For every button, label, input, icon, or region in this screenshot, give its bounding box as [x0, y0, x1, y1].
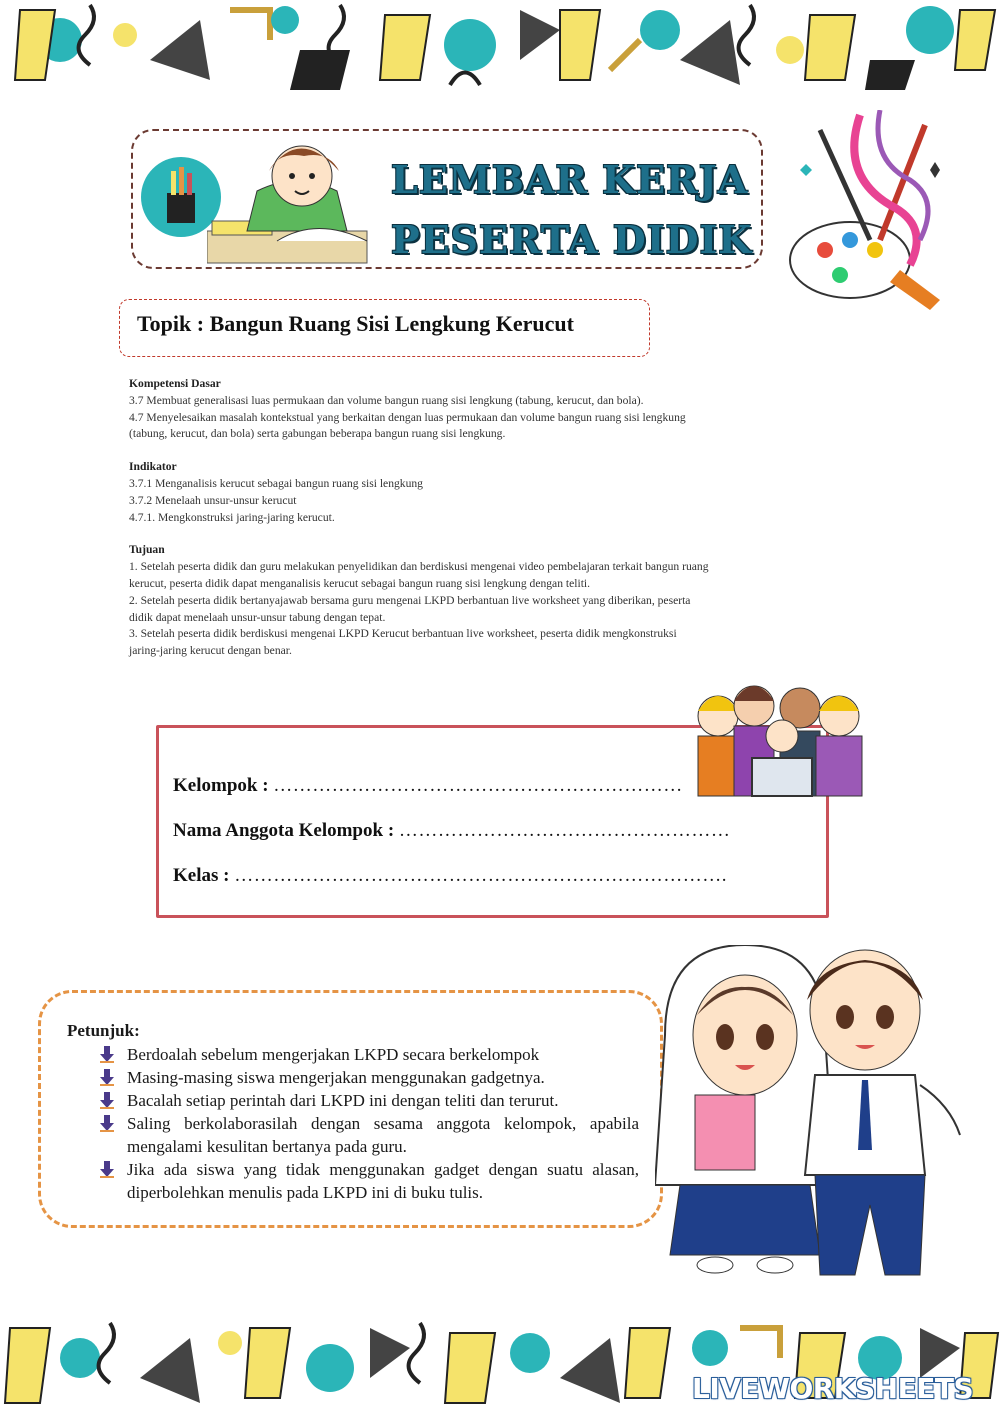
two-students-illustration: [655, 945, 965, 1285]
list-item: Berdoalah sebelum mengerjakan LKPD secara berkelompok: [99, 1043, 639, 1066]
kelas-field[interactable]: [173, 865, 727, 887]
anggota-dots: ……………………………………………: [398, 820, 731, 841]
tujuan-item: 3. Setelah peserta didik berdiskusi mengenai LKPD Kerucut berbantuan live worksheet, peserta didik mengkonstruksi jaring-jaring kerucut dengan benar.: [129, 627, 677, 658]
kelas-label: Kelas :: [173, 865, 230, 886]
learning-objectives: [129, 376, 709, 660]
indikator-item: 3.7.1 Menganalisis kerucut sebagai bangun ruang sisi lengkung: [129, 476, 423, 490]
anggota-label: Nama Anggota Kelompok :: [173, 820, 395, 841]
indikator-heading: Indikator: [129, 460, 177, 474]
tujuan-item: 1. Setelah peserta didik dan guru melakukan penyelidikan dan berdiskusi mengenai video pembelajaran terkait bangun ruang kerucut, peserta didik dapat menganalisis kerucut sebagai bangun ruang sisi lengkung dengan teliti.: [129, 560, 709, 590]
instructions-box: [38, 990, 663, 1228]
liveworksheets-watermark: LIVEWORKSHEETS: [692, 1372, 974, 1405]
title-banner: [131, 129, 763, 269]
kelompok-dots: ………………………………………………………: [273, 775, 683, 796]
tujuan-heading: Tujuan: [129, 543, 165, 557]
petunjuk-list: [99, 1043, 639, 1204]
kompetensi-item: 4.7 Menyelesaikan masalah kontekstual yang berkaitan dengan luas permukaan dan volume bangun ruang sisi lengkung (tabung, kerucut, dan bola) serta gabungan beberapa bangun ruang sisi lengkung.: [129, 410, 686, 441]
title-line-1: LEMBAR KERJA: [391, 157, 749, 202]
kompetensi-heading: Kompetensi Dasar: [129, 377, 221, 390]
arrow-down-icon: [99, 1046, 115, 1063]
tujuan-item: 2. Setelah peserta didik bertanyajawab bersama guru mengenai LKPD berbantuan live worksheet yang diberikan, peserta didik dapat menelaah unsur-unsur tabung dengan tepat.: [129, 593, 691, 624]
memphis-pattern-top: [0, 0, 1000, 92]
petunjuk-heading: Petunjuk:: [67, 1021, 140, 1040]
arrow-down-icon: [99, 1092, 115, 1109]
anggota-field[interactable]: [173, 820, 730, 842]
topic-label: Topik : Bangun Ruang Sisi Lengkung Kerucut: [137, 311, 574, 336]
arrow-down-icon: [99, 1115, 115, 1132]
list-item: Bacalah setiap perintah dari LKPD ini dengan teliti dan terurut.: [99, 1089, 639, 1112]
memphis-shapes: [15, 5, 995, 90]
kelas-dots: ………………………………………………………………….: [234, 865, 727, 886]
girl-reading-illustration: [207, 131, 387, 269]
art-supplies-illustration: [780, 110, 960, 315]
kompetensi-item: 3.7 Membuat generalisasi luas permukaan dan volume bangun ruang sisi lengkung (tabung, kerucut, dan bola).: [129, 393, 644, 407]
list-item: Masing-masing siswa mengerjakan menggunakan gadgetnya.: [99, 1066, 639, 1089]
indikator-item: 3.7.2 Menelaah unsur-unsur kerucut: [129, 493, 297, 507]
arrow-down-icon: [99, 1069, 115, 1086]
kelompok-field[interactable]: [173, 775, 683, 797]
students-group-illustration: [696, 676, 866, 798]
decorative-top-banner: [0, 0, 1000, 92]
list-item: Saling berkolaborasilah dengan sesama anggota kelompok, apabila mengalami kesulitan bertanya pada guru.: [99, 1112, 639, 1158]
kelompok-label: Kelompok :: [173, 775, 269, 796]
indikator-item: 4.7.1. Mengkonstruksi jaring-jaring kerucut.: [129, 510, 335, 524]
title-line-2: PESERTA DIDIK: [391, 217, 753, 262]
list-item: Jika ada siswa yang tidak menggunakan gadget dengan suatu alasan, diperbolehkan menulis pada LKPD ini di buku tulis.: [99, 1158, 639, 1204]
arrow-down-icon: [99, 1161, 115, 1178]
topic-box: [119, 299, 650, 357]
